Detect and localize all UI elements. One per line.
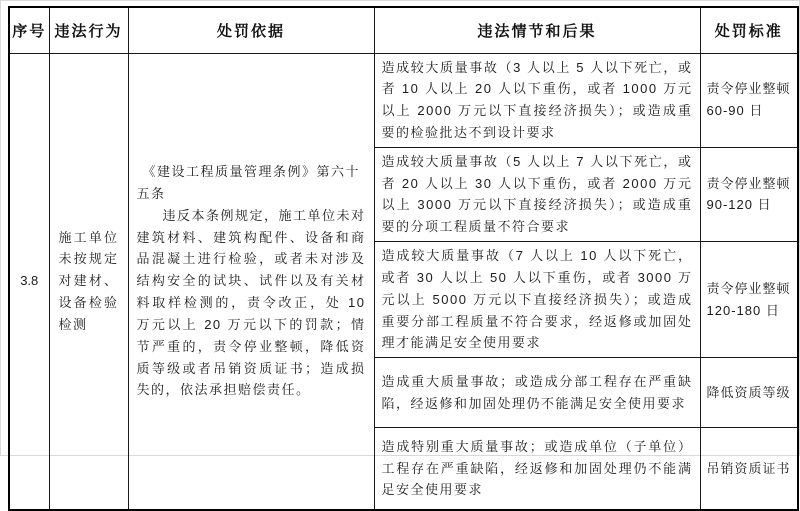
cell-row-number: 3.8 xyxy=(9,53,49,510)
cell-standard-3: 责令停业整顿 120-180 日 xyxy=(700,242,798,358)
penalty-table-container xyxy=(8,6,799,511)
cell-penalty-basis xyxy=(128,53,374,510)
col-header-standard: 处罚标准 xyxy=(700,7,798,53)
cell-circumstance-3: 造成较大质量事故（7 人以上 10 人以下死亡，或者 30 人以上 50 人以下重伤，或者 3000 万元以上 5000 万元以下直接经济损失）；或造成重要分部工程质量不符合要求，经返修或加固处理才能满足安全使用要求 xyxy=(374,242,700,358)
cell-illegal-behavior: 施工单位未按规定对建材、设备检验检测 xyxy=(49,53,128,510)
col-header-number: 序号 xyxy=(9,7,49,53)
header-row xyxy=(9,7,798,53)
col-header-circumstance: 违法情节和后果 xyxy=(374,7,700,53)
basis-regulation-title: 《建设工程质量管理条例》第六十五条 xyxy=(136,164,361,201)
cell-circumstance-2: 造成较大质量事故（5 人以上 7 人以下死亡，或者 20 人以上 30 人以下重伤，或者 2000 万元以上 3000 万元以下直接经济损失）；或造成重要的分项工程质量不符合要求 xyxy=(374,147,700,241)
cell-circumstance-5: 造成特别重大质量事故；或造成单位（子单位）工程存在严重缺陷，经返修和加固处理仍不能满足安全使用要求 xyxy=(374,428,700,510)
penalty-table xyxy=(8,6,799,511)
cell-standard-1: 责令停业整顿 60-90 日 xyxy=(700,53,798,147)
col-header-behavior: 违法行为 xyxy=(49,7,128,53)
cell-standard-2: 责令停业整顿 90-120 日 xyxy=(700,147,798,241)
basis-regulation-body: 违反本条例规定，施工单位未对建筑材料、建筑构配件、设备和商品混凝土进行检验，或者未对涉及结构安全的试块、试件以及有关材料取样检测的，责令改正，处 10 万元以上 20 万元以下的罚款；情节严重的，责令停业整顿，降低资质等级或者吊销资质证书；造成损失的，依法承担赔偿责任。 xyxy=(136,207,366,398)
cell-standard-4: 降低资质等级 xyxy=(700,358,798,428)
col-header-basis: 处罚依据 xyxy=(128,7,374,53)
table-row xyxy=(9,53,798,147)
cell-circumstance-4: 造成重大质量事故；或造成分部工程存在严重缺陷，经返修和加固处理仍不能满足安全使用要求 xyxy=(374,358,700,428)
cell-circumstance-1: 造成较大质量事故（3 人以上 5 人以下死亡，或者 10 人以上 20 人以下重伤，或者 1000 万元以上 2000 万元以下直接经济损失）；或造成重要的检验批达不到设计要求 xyxy=(374,53,700,147)
cell-standard-5: 吊销资质证书 xyxy=(700,428,798,510)
